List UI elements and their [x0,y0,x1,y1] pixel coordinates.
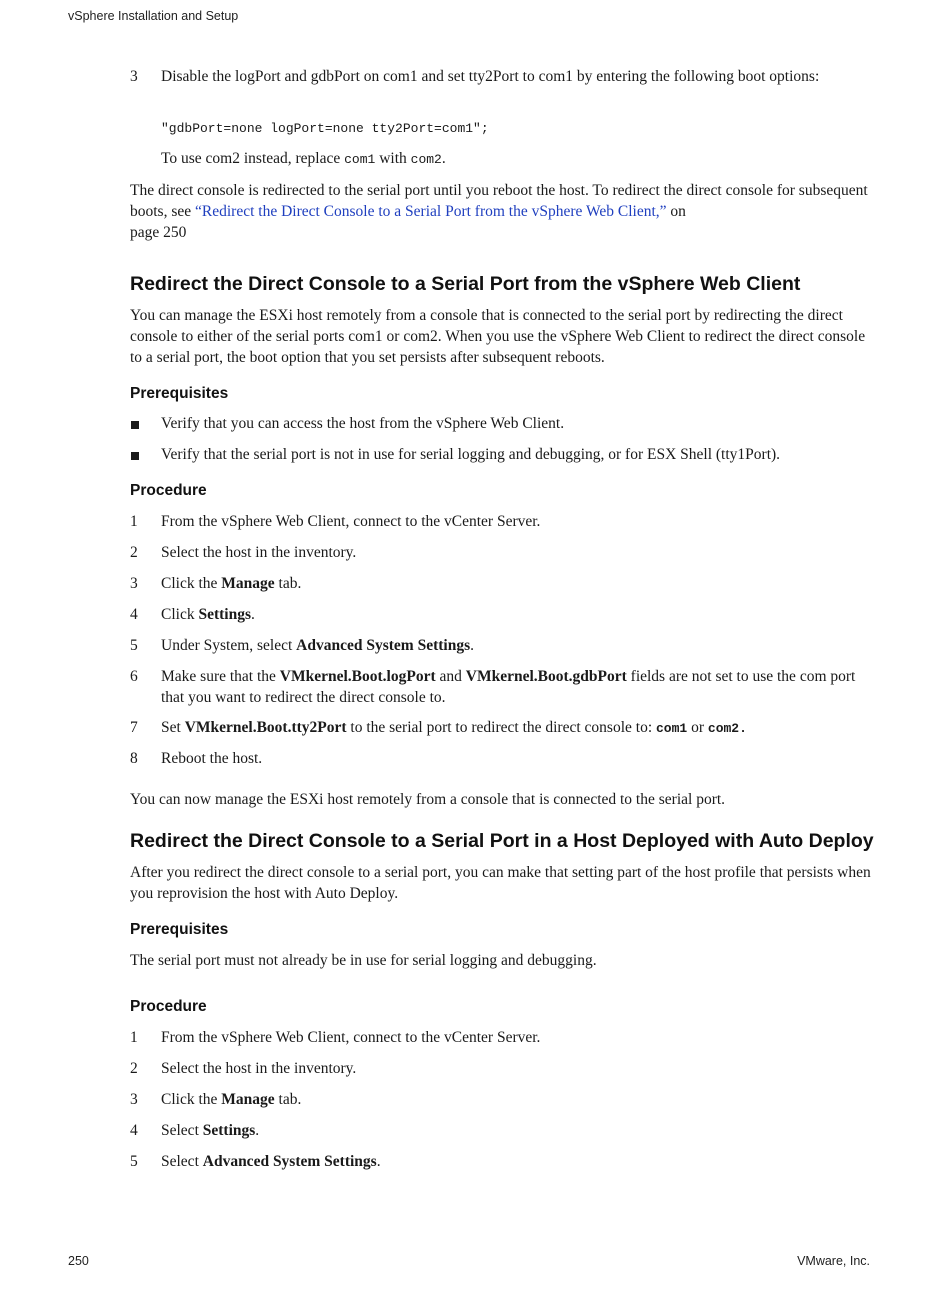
procedure-step: 3 Click the Manage tab. [130,575,302,592]
bullet-icon [131,452,139,460]
procedure-step: 3 Click the Manage tab. [130,1091,302,1108]
section2-intro: After you redirect the direct console to a serial port, you can make that setting part of the host profile that persists when you reprovision the host with Auto Deploy. [130,864,871,902]
boot-options-code: "gdbPort=none logPort=none tty2Port=com1"; [161,121,489,136]
procedure-heading: Procedure [130,482,207,499]
procedure-step: 5 Under System, select Advanced System Settings. [130,637,474,654]
procedure-step: 5 Select Advanced System Settings. [130,1153,381,1170]
section1-result: You can now manage the ESXi host remotely from a console that is connected to the serial port. [130,791,726,808]
intro-paragraph: The direct console is redirected to the serial port until you reboot the host. To redirect the direct console for subsequent boots, see “Redirect the Direct Console to a Serial Port from the vSphere Web Client,” on page 250 [130,182,868,241]
running-header: vSphere Installation and Setup [68,9,239,23]
procedure-step: 6 Make sure that the VMkernel.Boot.logPort and VMkernel.Boot.gdbPort fields are not set to use the com port that you want to redirect the direct console to. [130,668,856,706]
procedure-step: 2 Select the host in the inventory. [130,544,357,561]
page-number: 250 [68,1254,89,1268]
company-name: VMware, Inc. [797,1254,870,1268]
section1-intro: You can manage the ESXi host remotely from a console that is connected to the serial port by redirecting the direct console to either of the serial ports com1 or com2. When you use the vSphere Web Client to redirect the direct console to a serial port, the boot option that you set persists after subsequent reboots. [130,307,866,366]
cross-reference-link[interactable]: “Redirect the Direct Console to a Serial Port from the vSphere Web Client,” [195,203,667,220]
procedure-step: 1 From the vSphere Web Client, connect to the vCenter Server. [130,513,541,530]
step-number: 3 [130,68,138,85]
prereq-item: Verify that the serial port is not in use for serial logging and debugging, or for ESX Shell (tty1Port). [130,444,875,465]
intro-step-3 [130,66,875,87]
procedure-heading: Procedure [130,998,207,1015]
procedure-step: 4 Select Settings. [130,1122,260,1139]
section2-prereq-text: The serial port must not already be in use for serial logging and debugging. [130,952,597,969]
procedure-step: 4 Click Settings. [130,606,255,623]
procedure-step: 7 Set VMkernel.Boot.tty2Port to the serial port to redirect the direct console to: com1 or com2. [130,719,747,736]
procedure-step: 8 Reboot the host. [130,750,263,767]
step-text: Disable the logPort and gdbPort on com1 and set tty2Port to com1 by entering the following boot options: [161,68,820,85]
section-heading-web-client: Redirect the Direct Console to a Serial Port from the vSphere Web Client [130,273,801,295]
procedure-step: 1 From the vSphere Web Client, connect to the vCenter Server. [130,1029,541,1046]
com2-note: To use com2 instead, replace com1 with com2. [161,150,446,167]
section-heading-auto-deploy: Redirect the Direct Console to a Serial Port in a Host Deployed with Auto Deploy [130,830,874,852]
bullet-icon [131,421,139,429]
prereq-item: Verify that you can access the host from the vSphere Web Client. [130,413,875,434]
procedure-step: 2 Select the host in the inventory. [130,1060,357,1077]
prerequisites-heading: Prerequisites [130,921,229,938]
prerequisites-heading: Prerequisites [130,385,229,402]
